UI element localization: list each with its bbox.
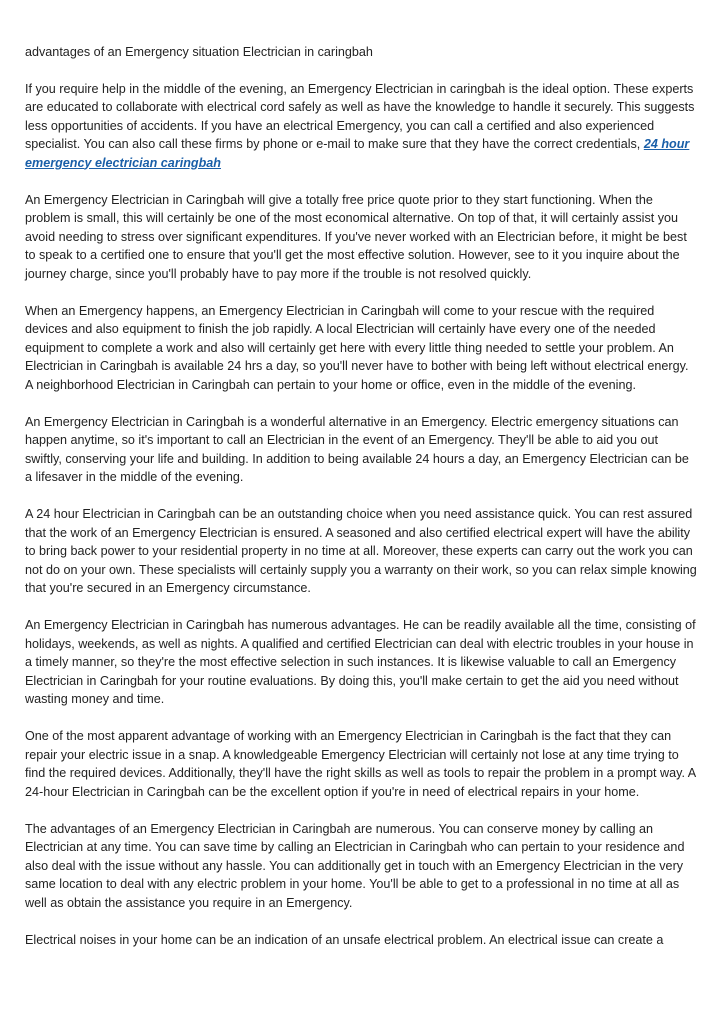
document-title: advantages of an Emergency situation Electrician in caringbah: [25, 45, 373, 59]
paragraph-9: Electrical noises in your home can be an indication of an unsafe electrical problem. An electrical issue can create a: [25, 932, 664, 947]
paragraph-3: When an Emergency happens, an Emergency Electrician in Caringbah will come to your rescue with the required devices and also equipment to finish the job rapidly. A local Electrician will certainly have every one of the needed equipment to complete a work and also will certainly get here with every little thing needed to settle your problem. An Electrician in Caringbah is available 24 hrs a day, so you'll never have to bother with being left without electrical energy. A neighborhood Electrician in Caringbah can pertain to your home or office, even in the middle of the evening.: [25, 303, 689, 392]
paragraph-2: An Emergency Electrician in Caringbah will give a totally free price quote prior to they start functioning. When the problem is small, this will certainly be one of the most economical alternative. On top of that, it will certainly assist you avoid needing to stress over significant expenditures. If you've never worked with an Electrician before, it might be best to speak to a certified one to ensure that you'll get the most effective solution. However, see to it you inquire about the journey charge, since you'll probably have to pay more if the trouble is not resolved quickly.: [25, 192, 687, 281]
paragraph-7: One of the most apparent advantage of working with an Emergency Electrician in Caringbah is the fact that they can repair your electric issue in a snap. A knowledgeable Emergency Electrician will certainly not lose at any time trying to find the required devices. Additionally, they'll have the right skills as well as tools to repair the problem in a prompt way. A 24-hour Electrician in Caringbah can be the excellent option if you're in need of electrical repairs in your home.: [25, 729, 696, 799]
paragraph-4: An Emergency Electrician in Caringbah is a wonderful alternative in an Emergency. Electric emergency situations can happen anytime, so it's important to call an Electrician in the event of an Emergency. They'll be able to aid you out swiftly, conserving your life and building. In addition to being available 24 hours a day, an Emergency Electrician can be a lifesaver in the middle of the evening.: [25, 414, 689, 484]
paragraph-1-text: If you require help in the middle of the evening, an Emergency Electrician in caringbah is the ideal option. These experts are educated to collaborate with electrical cord safely as well as have the knowledge to handle it securely. This suggests less opportunities of accidents. If you have an electrical Emergency, you can call a certified and also experienced specialist. You can also call these firms by phone or e-mail to make sure that they have the correct credentials,: [25, 81, 695, 151]
paragraph-5: A 24 hour Electrician in Caringbah can be an outstanding choice when you need assistance quick. You can rest assured that the work of an Emergency Electrician is ensured. A seasoned and also certified electrical expert will have the ability to bring back power to your residential property in no time at all. Moreover, these experts can carry out the work you can not do on your own. These specialists will certainly supply you a warranty on their work, so you can relax simple knowing that you're secured in an Emergency circumstance.: [25, 507, 697, 595]
paragraph-8: The advantages of an Emergency Electrician in Caringbah are numerous. You can conserve money by calling an Electrician at any time. You can save time by calling an Electrician in Caringbah who can pertain to your residence and also deal with the issue without any hassle. You can additionally get in touch with an Emergency Electrician in the very same location to deal with any electric problem in your home. You'll be able to get to a professional in no time at all as well as obtain the assistance you require in an Emergency.: [25, 821, 685, 910]
paragraph-1: [25, 80, 697, 173]
document-body: [25, 43, 697, 968]
emergency-electrician-link[interactable]: 24 hour emergency electrician caringbah: [25, 137, 690, 170]
paragraph-6: An Emergency Electrician in Caringbah has numerous advantages. He can be readily available all the time, consisting of holidays, weekends, as well as nights. A qualified and certified Electrician can deal with electric troubles in your house in a timely manner, so they're the most effective selection in such instances. It is likewise valuable to call an Emergency Electrician in Caringbah for your routine evaluations. By doing this, you'll make certain to get the aid you need without wasting money and time.: [25, 618, 696, 706]
